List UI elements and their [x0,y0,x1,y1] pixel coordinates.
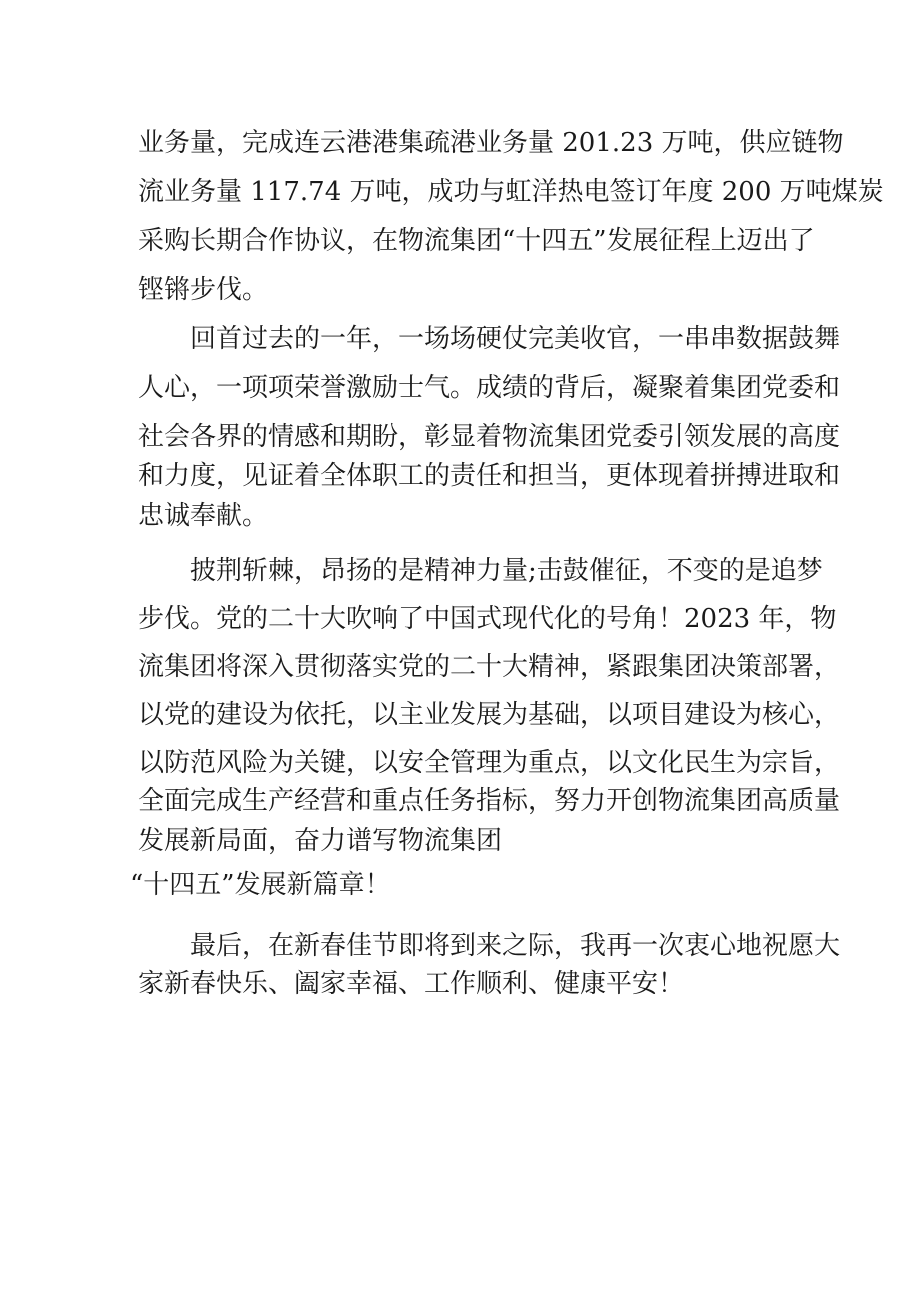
paragraph-line: 流业务量 117.74 万吨，成功与虹洋热电签订年度 200 万吨煤炭 [138,177,884,207]
paragraph-line: “十四五”发展新篇章！ [130,870,391,900]
paragraph-line: 采购长期合作协议，在物流集团“十四五”发展征程上迈出了 [138,226,815,256]
paragraph-line: 披荆斩棘，昂扬的是精神力量;击鼓催征，不变的是追梦 [190,556,823,586]
paragraph-line: 社会各界的情感和期盼，彰显着物流集团党委引领发展的高度 [138,422,841,452]
paragraph-line: 人心，一项项荣誉激励士气。成绩的背后，凝聚着集团党委和 [138,373,841,403]
paragraph-line: 家新春快乐、阖家幸福、工作顺利、健康平安！ [138,969,685,999]
paragraph-line: 以防范风险为关键，以安全管理为重点，以文化民生为宗旨， [138,748,841,778]
paragraph-line: 步伐。党的二十大吹响了中国式现代化的号角！2023 年，物 [138,604,837,634]
paragraph-line: 全面完成生产经营和重点任务指标，努力开创物流集团高质量 [138,786,841,816]
paragraph-line: 发展新局面，奋力谱写物流集团 [138,826,503,856]
paragraph-line: 以党的建设为依托，以主业发展为基础，以项目建设为核心， [138,700,841,730]
paragraph-line: 和力度，见证着全体职工的责任和担当，更体现着拼搏进取和 [138,461,841,491]
paragraph-line: 忠诚奉献。 [138,501,269,531]
paragraph-line: 回首过去的一年，一场场硬仗完美收官，一串串数据鼓舞 [190,324,841,354]
paragraph-line: 最后，在新春佳节即将到来之际，我再一次衷心地祝愿大 [190,931,841,961]
paragraph-line: 铿锵步伐。 [138,275,269,305]
paragraph-line: 流集团将深入贯彻落实党的二十大精神，紧跟集团决策部署， [138,652,841,682]
paragraph-line: 业务量，完成连云港港集疏港业务量 201.23 万吨，供应链物 [138,128,844,158]
